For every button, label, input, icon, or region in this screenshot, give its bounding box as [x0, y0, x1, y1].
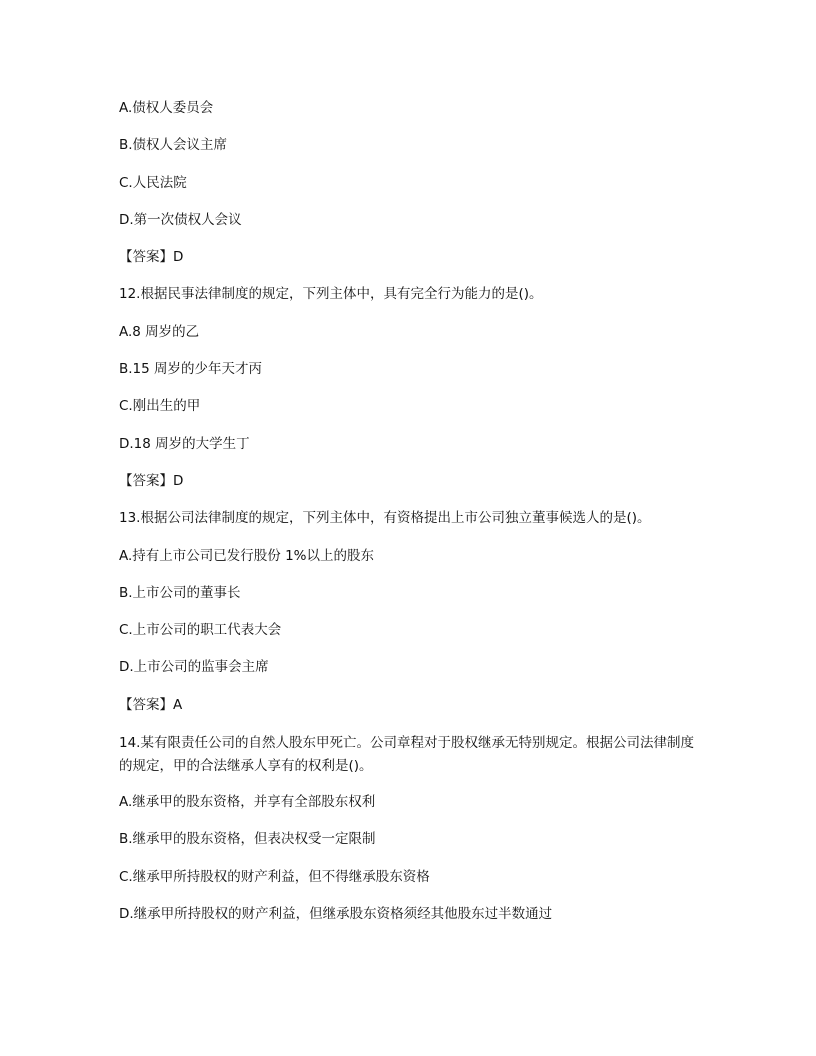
q14-question: 14.某有限责任公司的自然人股东甲死亡。公司章程对于股权继承无特别规定。根据公司法律制度的规定，甲的合法继承人享有的权利是()。	[119, 735, 694, 775]
q11-option-c: C.人民法院	[119, 174, 187, 191]
q12-option-a: A.8 周岁的乙	[119, 323, 200, 340]
q12-answer: 【答案】D	[119, 472, 184, 489]
q12-option-b: B.15 周岁的少年天才丙	[119, 361, 263, 378]
q11-answer: 【答案】D	[119, 249, 184, 266]
q13-option-c: C.上市公司的职工代表大会	[119, 622, 282, 639]
q14-option-c: C.继承甲所持股权的财产利益，但不得继承股东资格	[119, 868, 430, 885]
q14-option-b: B.继承甲的股东资格，但表决权受一定限制	[119, 831, 376, 848]
q12-option-d: D.18 周岁的大学生丁	[119, 435, 250, 452]
q13-question: 13.根据公司法律制度的规定，下列主体中，有资格提出上市公司独立董事候选人的是()。	[119, 510, 651, 527]
q11-option-d: D.第一次债权人会议	[119, 211, 242, 228]
q13-option-a: A.持有上市公司已发行股份 1%以上的股东	[119, 547, 374, 564]
q13-option-b: B.上市公司的董事长	[119, 584, 241, 601]
q11-option-a: A.债权人委员会	[119, 100, 214, 116]
q12-question: 12.根据民事法律制度的规定，下列主体中，具有完全行为能力的是()。	[119, 286, 543, 303]
document-page	[119, 98, 699, 941]
q12-option-c: C.刚出生的甲	[119, 398, 201, 415]
q14-option-d: D.继承甲所持股权的财产利益，但继承股东资格须经其他股东过半数通过	[119, 905, 553, 922]
q13-option-d: D.上市公司的监事会主席	[119, 659, 269, 676]
q11-option-b: B.债权人会议主席	[119, 137, 228, 154]
q14-option-a: A.继承甲的股东资格，并享有全部股东权利	[119, 794, 376, 811]
q13-answer: 【答案】A	[119, 696, 183, 713]
